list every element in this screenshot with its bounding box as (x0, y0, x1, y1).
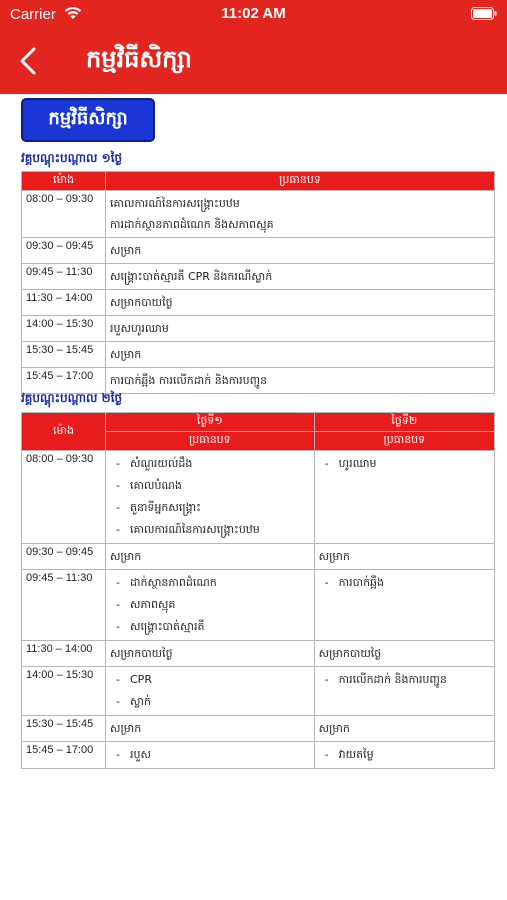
time-cell: 14:00 – 15:30 (22, 316, 106, 342)
time-cell: 09:30 – 09:45 (22, 238, 106, 264)
day2-cell (314, 667, 494, 716)
bullet-item: - ការលើកដាក់ និងការបញ្ជូន (319, 669, 490, 691)
time-cell: 09:45 – 11:30 (22, 264, 106, 290)
day2-cell (314, 641, 494, 667)
topic-line: ការបាក់ឆ្អឹង ការលើកដាក់ និងការបញ្ជូន (110, 374, 268, 387)
table-row (22, 264, 495, 290)
time-cell: 15:45 – 17:00 (22, 742, 106, 769)
topic-cell (106, 368, 495, 394)
time-cell: 14:00 – 15:30 (22, 667, 106, 716)
topic-line: សម្រាក (110, 244, 142, 257)
topic-line: សម្រាកបាយថ្ងៃ (110, 296, 173, 309)
table-row (22, 570, 495, 641)
course1-title: វគ្គបណ្ដុះបណ្ដាល ១ថ្ងៃ (21, 151, 123, 165)
day2-cell (314, 716, 494, 742)
bullet-item: - សភាពស្មុគ (110, 594, 310, 616)
bullet-item: - គោលការណ៍នៃការសង្គ្រោះបឋម (110, 519, 310, 541)
topic-cell (106, 290, 495, 316)
day2-header: ថ្ងៃទី២ (314, 413, 494, 432)
day1-header: ថ្ងៃទី១ (106, 413, 315, 432)
table-row (22, 238, 495, 264)
topic-line: សង្គ្រោះបាត់ស្មារតី CPR និងករណីស្លាក់ (110, 270, 273, 283)
topic-line: របួសហូរឈាម (110, 322, 169, 335)
curriculum-content (0, 94, 507, 900)
topic-line: សម្រាកបាយថ្ងៃ (318, 647, 382, 660)
day1-cell (106, 641, 315, 667)
time-cell: 15:45 – 17:00 (22, 368, 106, 394)
table-row (22, 544, 495, 570)
battery-icon (471, 7, 497, 20)
topic-line: សម្រាក (318, 722, 350, 735)
time-column-header: ម៉ោង (22, 413, 106, 451)
table-row (22, 191, 495, 238)
page-title: កម្មវិធីសិក្សា (86, 45, 192, 73)
carrier-label: Carrier (10, 6, 56, 23)
topic-cell (106, 316, 495, 342)
topic-line: សម្រាក (318, 550, 350, 563)
time-cell: 15:30 – 15:45 (22, 716, 106, 742)
bullet-item: - តួនាទីអ្នកសង្គ្រោះ (110, 497, 310, 519)
topic-line: ការដាក់ស្ថានភាពដំណេក និងសភាពស្មុគ (110, 218, 274, 231)
time-cell: 09:45 – 11:30 (22, 570, 106, 641)
day2-topic-header: ប្រធានបទ (314, 432, 494, 451)
day2-cell (314, 570, 494, 641)
bullet-item: - ហូរឈាម (319, 453, 490, 475)
back-chevron-icon[interactable] (14, 44, 44, 78)
topic-cell (106, 191, 495, 238)
status-time: 11:02 AM (221, 5, 286, 22)
table-row (22, 316, 495, 342)
table-row (22, 290, 495, 316)
status-bar (0, 0, 507, 30)
table-row (22, 641, 495, 667)
day1-cell (106, 716, 315, 742)
day1-cell (106, 544, 315, 570)
day2-cell (314, 451, 494, 544)
bullet-item: - សំណួរយល់ដឹង (110, 453, 310, 475)
bullet-item: - សង្គ្រោះបាត់ស្មារតី (110, 616, 310, 638)
table-row (22, 667, 495, 716)
bullet-item: - ការបាក់ឆ្អឹង (319, 572, 490, 594)
topic-line: សម្រាក (110, 348, 142, 361)
day2-cell (314, 544, 494, 570)
table-row (22, 451, 495, 544)
bullet-item: - CPR (110, 669, 310, 691)
time-column-header: ម៉ោង (22, 172, 106, 191)
table-row (22, 742, 495, 769)
topic-line: គោលការណ៍នៃការសង្គ្រោះបឋម (110, 197, 240, 210)
topic-cell (106, 342, 495, 368)
day1-topic-header: ប្រធានបទ (106, 432, 315, 451)
day2-cell (314, 742, 494, 769)
topic-column-header: ប្រធានបទ (106, 172, 495, 191)
time-cell: 11:30 – 14:00 (22, 290, 106, 316)
topic-line: សម្រាក (110, 550, 142, 563)
course1-schedule-table (21, 171, 495, 394)
time-cell: 08:00 – 09:30 (22, 191, 106, 238)
bullet-item: - ដាក់ស្ថានភាពដំណេក (110, 572, 310, 594)
navigation-bar (0, 30, 507, 94)
bullet-item: - របួស (110, 744, 310, 766)
time-cell: 11:30 – 14:00 (22, 641, 106, 667)
bullet-item: - វាយតម្លៃ (319, 744, 490, 766)
course2-title: វគ្គបណ្ដុះបណ្ដាល ២ថ្ងៃ (21, 391, 123, 405)
day1-cell (106, 570, 315, 641)
bullet-item: - គោលបំណង (110, 475, 310, 497)
topic-line: សម្រាក (110, 722, 142, 735)
time-cell: 09:30 – 09:45 (22, 544, 106, 570)
day1-cell (106, 742, 315, 769)
day1-cell (106, 667, 315, 716)
day1-cell (106, 451, 315, 544)
table-row (22, 716, 495, 742)
time-cell: 08:00 – 09:30 (22, 451, 106, 544)
topic-cell (106, 238, 495, 264)
topic-line: សម្រាកបាយថ្ងៃ (110, 647, 173, 660)
topic-cell (106, 264, 495, 290)
curriculum-badge: កម្មវិធីសិក្សា (21, 98, 155, 142)
time-cell: 15:30 – 15:45 (22, 342, 106, 368)
table-row (22, 342, 495, 368)
course2-schedule-table (21, 412, 495, 769)
bullet-item: - ស្លាក់ (110, 691, 310, 713)
